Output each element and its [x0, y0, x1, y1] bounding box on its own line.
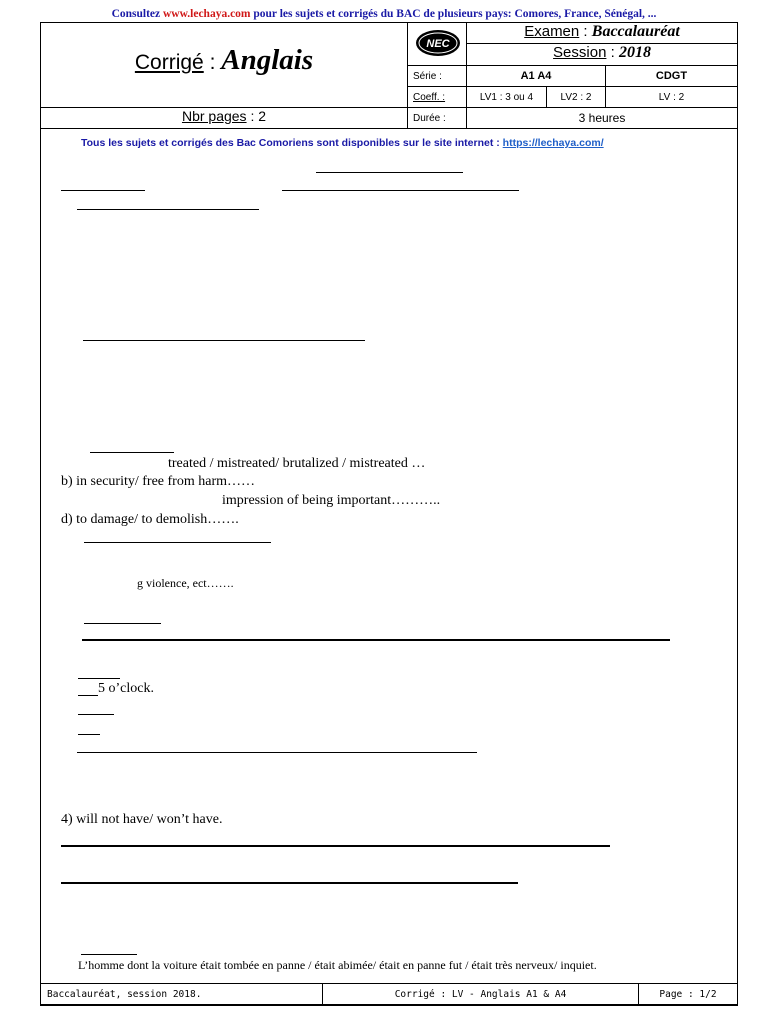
answer-rule [78, 678, 120, 679]
answer-violence: g violence, ect……. [137, 576, 234, 590]
banner-site-link[interactable]: www.lechaya.com [163, 8, 251, 20]
answer-homme: L’homme dont la voiture était tombée en panne / était abimée/ était en panne fut / était très nerveux/ inquiet. [78, 958, 597, 972]
notice-text: Tous les sujets et corrigés des Bac Comoriens sont disponibles sur le site internet : [81, 137, 503, 149]
document-title [40, 44, 408, 77]
footer-left: Baccalauréat, session 2018. [47, 988, 202, 1000]
serie-extra-cell [605, 65, 738, 87]
answer-rule [282, 190, 519, 191]
answer-4: 4) will not have/ won’t have. [61, 812, 223, 827]
banner-suffix: pour les sujets et corrigés du BAC de plusieurs pays: Comores, France, Sénégal, ... [250, 8, 657, 20]
answer-rule [90, 452, 174, 453]
nec-logo-icon [414, 27, 462, 59]
title-label: Corrigé [134, 51, 204, 74]
coeff-lv: LV : 2 [658, 91, 685, 103]
answer-rule [61, 882, 518, 884]
footer-left-cell [40, 983, 323, 1005]
exam-value: Baccalauréat [591, 23, 680, 40]
logo-text: NEC [426, 38, 450, 50]
answer-rule [82, 639, 670, 641]
footer-center-cell [322, 983, 639, 1005]
answer-b: b) in security/ free from harm…… [61, 474, 255, 489]
footer-page-number: Page : 1/2 [659, 988, 717, 1000]
serie-extra: CDGT [655, 70, 688, 82]
duree-value: 3 heures [578, 111, 626, 125]
notice-link[interactable]: https://lechaya.com/ [502, 137, 604, 149]
answer-d: d) to damage/ to demolish……. [61, 512, 239, 527]
pages-count [40, 108, 408, 124]
footer-center: Corrigé : LV - Anglais A1 & A4 [394, 988, 567, 1000]
pages-label: Nbr pages [181, 108, 247, 124]
answer-impression: impression of being important……….. [222, 493, 441, 508]
session-value: 2018 [618, 44, 651, 61]
answer-rule [61, 845, 610, 847]
answer-rule [61, 190, 145, 191]
session-line: Session : 2018 [553, 44, 651, 61]
duree-label-cell [407, 107, 467, 129]
session-label: Session [553, 44, 607, 61]
answer-rule [81, 954, 137, 955]
banner-prefix: Consultez [111, 8, 163, 20]
answer-rule [84, 542, 271, 543]
coeff-lv1: LV1 : 3 ou 4 [479, 91, 534, 103]
top-banner [0, 8, 768, 20]
title-subject: Anglais [221, 44, 314, 76]
answer-clock: 5 o’clock. [98, 681, 154, 696]
exam-line: Examen : Baccalauréat [524, 23, 680, 40]
answer-rule [83, 340, 365, 341]
footer-right-cell [638, 983, 738, 1005]
coeff-lv-cell [605, 86, 738, 108]
exam-label: Examen [524, 23, 580, 40]
answer-rule [316, 172, 463, 173]
serie-label-cell [407, 65, 467, 87]
pages-value: : 2 [246, 108, 267, 124]
coeff-lv2: LV2 : 2 [560, 91, 592, 103]
answer-rule [78, 695, 98, 696]
answer-rule [78, 714, 114, 715]
duree-label: Durée : [413, 112, 446, 124]
answer-rule [77, 752, 477, 753]
availability-notice [81, 137, 604, 149]
title-colon: : [203, 51, 222, 74]
coeff-label: Coeff. : [413, 91, 446, 103]
serie-label: Série : [413, 70, 442, 82]
coeff-lv1-cell [466, 86, 547, 108]
coeff-label-cell [407, 86, 467, 108]
serie-value-cell [466, 65, 606, 87]
serie-value: A1 A4 [520, 70, 552, 82]
answer-rule [78, 734, 100, 735]
answer-treated: treated / mistreated/ brutalized / mistreated … [168, 456, 426, 471]
answer-rule [77, 209, 259, 210]
coeff-lv2-cell [546, 86, 606, 108]
answer-rule [84, 623, 161, 624]
duree-value-cell [466, 107, 738, 129]
